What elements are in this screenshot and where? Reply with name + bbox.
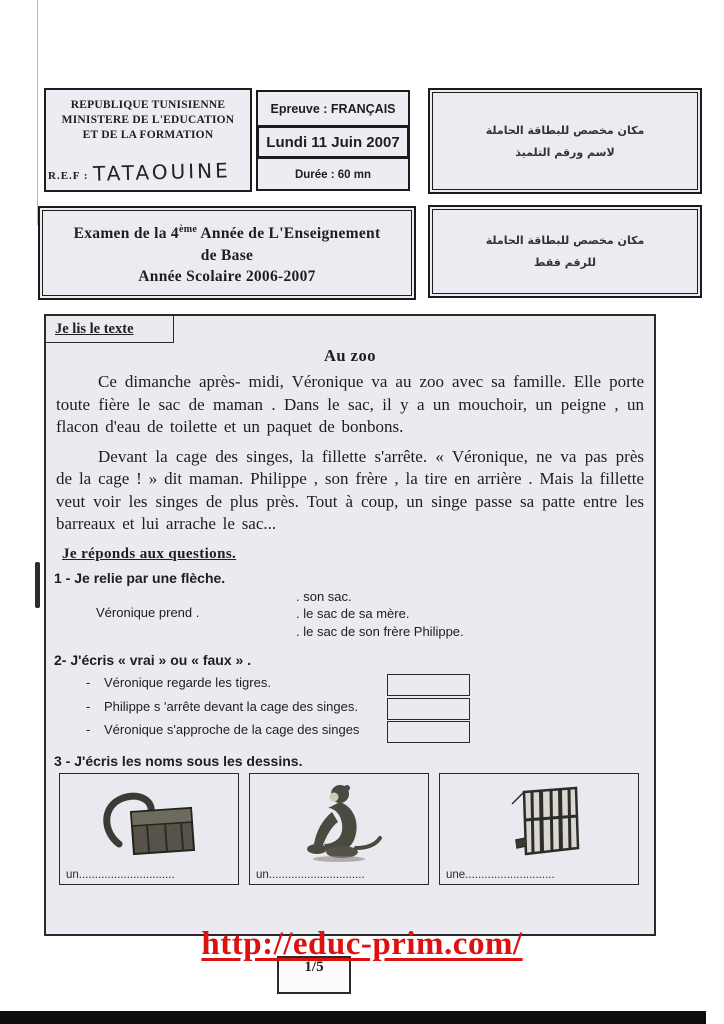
question1-matching [96,588,654,641]
student-card-box-number [428,205,702,298]
ministry-line: MINISTERE DE L'EDUCATION [61,114,235,126]
question2-row [86,674,654,698]
reading-section-label: Je lis le texte [55,321,134,337]
ministry-box [44,88,252,192]
arabic-number-only-line: للرقم فقط [533,256,597,269]
republic-line: REPUBLIQUE TUNISIENNE [70,99,226,111]
question2-statement: Véronique s'approche de la cage des singes [104,722,360,737]
student-card-box-name [428,88,702,194]
arabic-card-line2: مكان مخصص للبطاقة الحاملة [485,234,645,247]
handbag-icon [89,782,209,864]
dash-bullet: - [86,698,91,714]
drawing-box-cage [439,773,639,885]
drawing-caption[interactable]: un.............................. [256,868,365,881]
drawing-caption[interactable]: un.............................. [66,868,175,881]
scan-mark [35,562,40,608]
website-link[interactable]: http://educ-prim.com/ [201,926,523,962]
date-cell: Lundi 11 Juin 2007 [256,125,410,159]
drawing-box-monkey [249,773,429,885]
dash-bullet: - [86,722,91,737]
exam-title-line3: Année Scolaire 2006-2007 [138,267,316,285]
dash-bullet: - [86,675,91,690]
reading-paragraph-1: Ce dimanche après- midi, Véronique va au zoo avec sa famille. Elle porte toute fière le sac de maman . Dans le sac, il y a un mouchoir, un peigne , un flacon d'eau de toilette et un paquet de bonbons. [56,372,644,436]
question2-row [86,721,654,745]
subject-cell: Epreuve : FRANÇAIS [256,90,410,127]
reading-section-tab [46,316,174,343]
question1-label: 1 - Je relie par une flèche. [54,569,226,586]
question2-statement: Véronique regarde les tigres. [104,675,271,690]
vrai-faux-answer-box[interactable] [387,721,470,743]
arabic-name-number-line: لاسم ورقم التلميذ [515,145,615,159]
region-handwritten: TATAOUINE [92,158,231,186]
question1-option[interactable]: . le sac de sa mère. [296,606,410,621]
question1-stem: Véronique prend . [96,604,200,620]
cage-icon [484,782,594,866]
ref-label: R.E.F : [48,170,89,182]
question3-label: 3 - J'écris les noms sous les dessins. [54,752,303,769]
drawing-caption[interactable]: une............................ [446,868,555,881]
vrai-faux-answer-box[interactable] [387,674,470,696]
question2-row [86,698,654,722]
formation-line: ET DE LA FORMATION [82,129,214,141]
exam-title-box [38,206,416,300]
arabic-card-line: مكان مخصص للبطاقة الحاملة [485,123,645,137]
exam-title-line1: Examen de la 4ème Année de L'Enseignement [73,224,381,243]
exam-content-box [44,314,656,936]
page-number: 1/5 [304,959,324,975]
scan-edge-line [37,0,38,225]
exam-title-line2: de Base [200,246,254,264]
question2-label: 2- J'écris « vrai » ou « faux » . [54,652,252,668]
question1-option[interactable]: . son sac. [296,588,352,604]
drawing-box-handbag [59,773,239,885]
text-title: Au zoo [323,346,377,365]
question2-statement: Philippe s 'arrête devant la cage des singes. [104,698,358,714]
questions-section-label: Je réponds aux questions. [62,545,237,562]
exam-info-column [256,90,410,191]
scan-bottom-edge [0,1011,706,1024]
reading-paragraph-2: Devant la cage des singes, la fillette s'arrête. « Véronique, ne va pas près de la cage ! » dit maman. Philippe , son frère , la tire en arrière . Mais la fillette veut voir les singes de plus près. Tout à coup, un singe passe sa patte entre les barreaux et lui arrache le sac... [56,446,644,533]
duration-cell: Durée : 60 mn [256,157,410,191]
vrai-faux-answer-box[interactable] [387,698,470,720]
question1-option[interactable]: . le sac de son frère Philippe. [296,623,464,639]
monkey-icon [284,782,394,866]
